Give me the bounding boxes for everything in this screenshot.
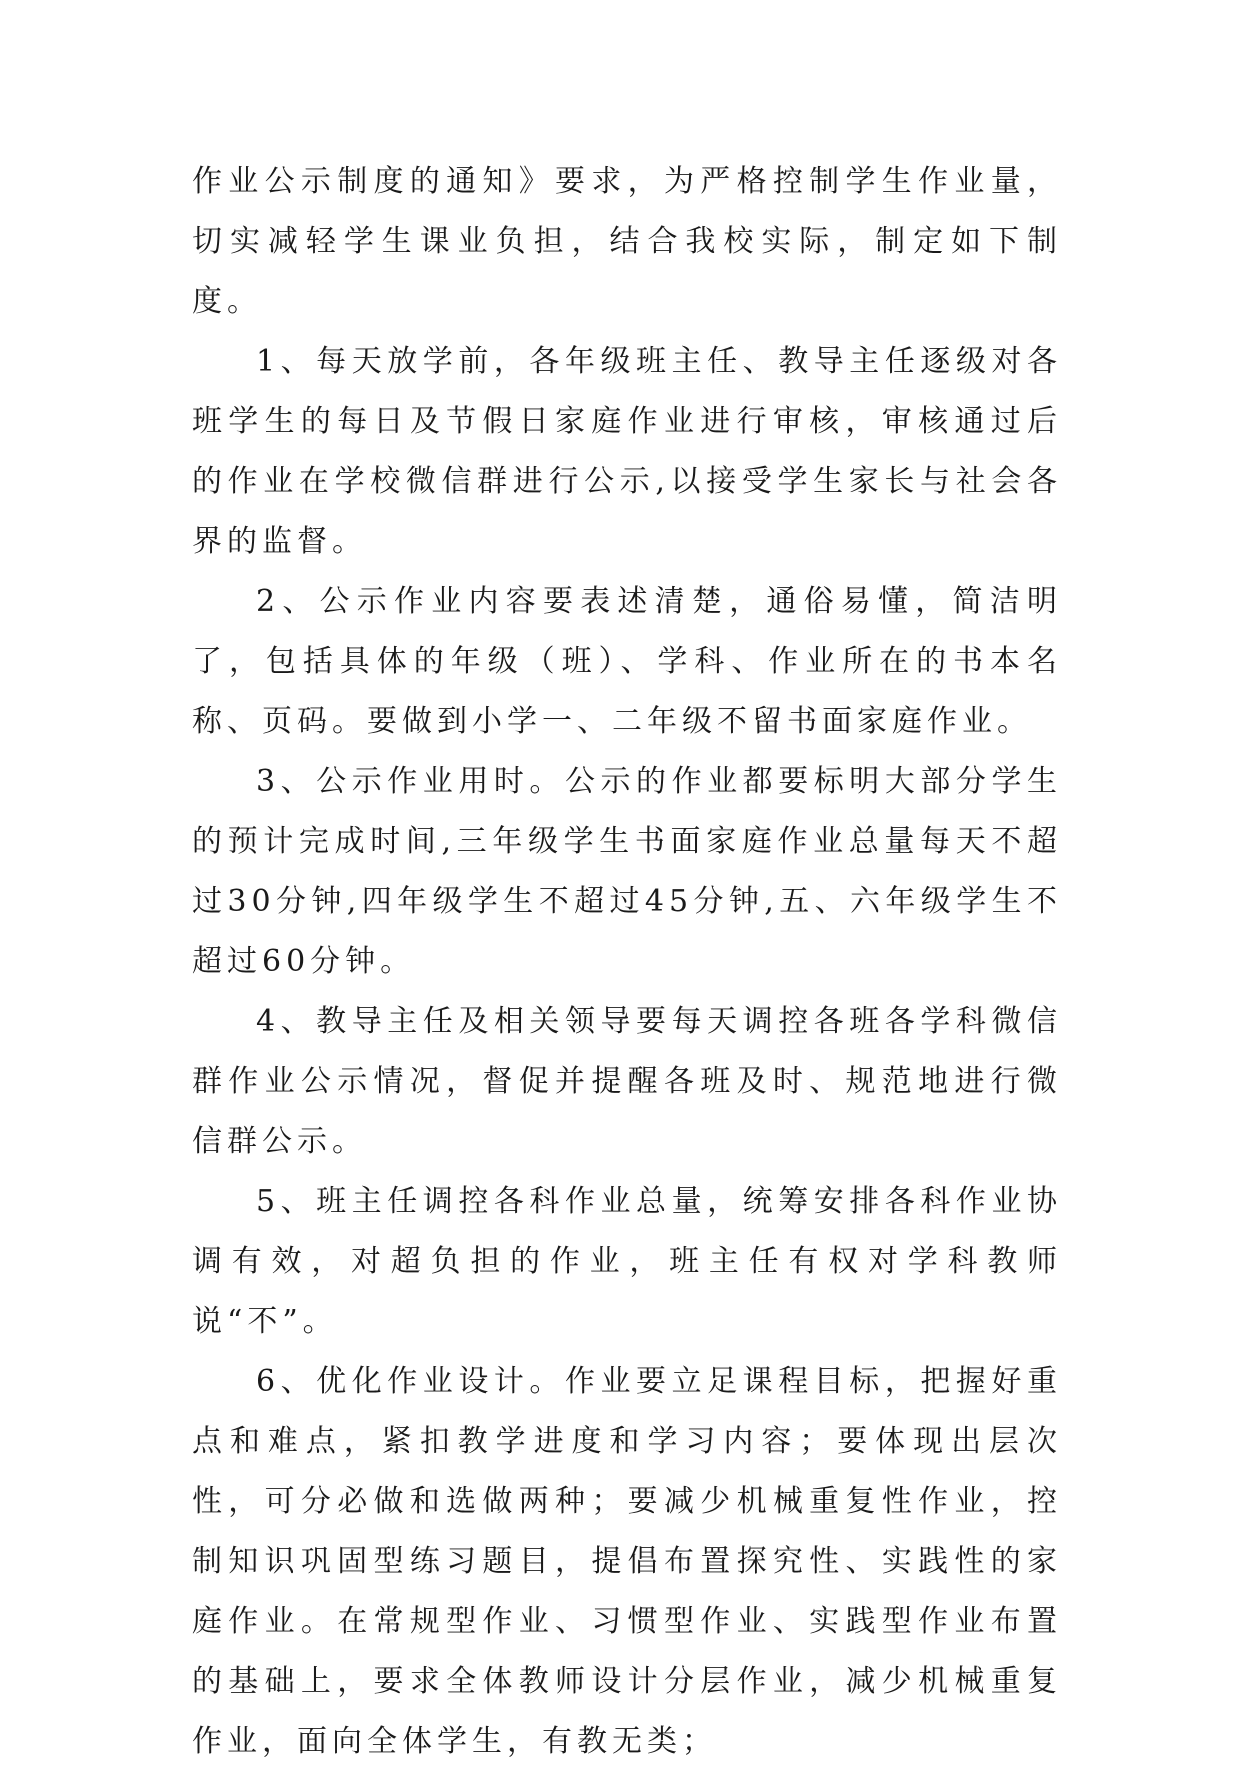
- paragraph-intro: 作业公示制度的通知》要求，为严格控制学生作业量，切实减轻学生课业负担，结合我校实际，制定如下制度。: [192, 164, 1062, 319]
- paragraph-item-6: 6、优化作业设计。作业要立足课程目标，把握好重点和难点，紧扣教学进度和学习内容；要体现出层次性，可分必做和选做两种；要减少机械重复性作业，控制知识巩固型练习题目，提倡布置探究性、实践性的家庭作业。在常规型作业、习惯型作业、实践型作业布置的基础上，要求全体教师设计分层作业，减少机械重复作业，面向全体学生，有教无类；: [192, 1364, 1062, 1759]
- paragraph-item-2: 2、公示作业内容要表述清楚，通俗易懂，简洁明了，包括具体的年级（班）、学科、作业所在的书本名称、页码。要做到小学一、二年级不留书面家庭作业。: [192, 584, 1062, 739]
- paragraph-item-1: 1、每天放学前，各年级班主任、教导主任逐级对各班学生的每日及节假日家庭作业进行审核，审核通过后的作业在学校微信群进行公示,以接受学生家长与社会各界的监督。: [192, 344, 1062, 559]
- paragraph-item-4: 4、教导主任及相关领导要每天调控各班各学科微信群作业公示情况，督促并提醒各班及时、规范地进行微信群公示。: [192, 1004, 1062, 1159]
- paragraph-item-3: 3、公示作业用时。公示的作业都要标明大部分学生的预计完成时间,三年级学生书面家庭作业总量每天不超过30分钟,四年级学生不超过45分钟,五、六年级学生不超过60分钟。: [192, 764, 1062, 979]
- paragraph-item-5: 5、班主任调控各科作业总量，统筹安排各科作业协调有效，对超负担的作业，班主任有权对学科教师说“不”。: [192, 1184, 1062, 1339]
- document-body: [192, 152, 1062, 1772]
